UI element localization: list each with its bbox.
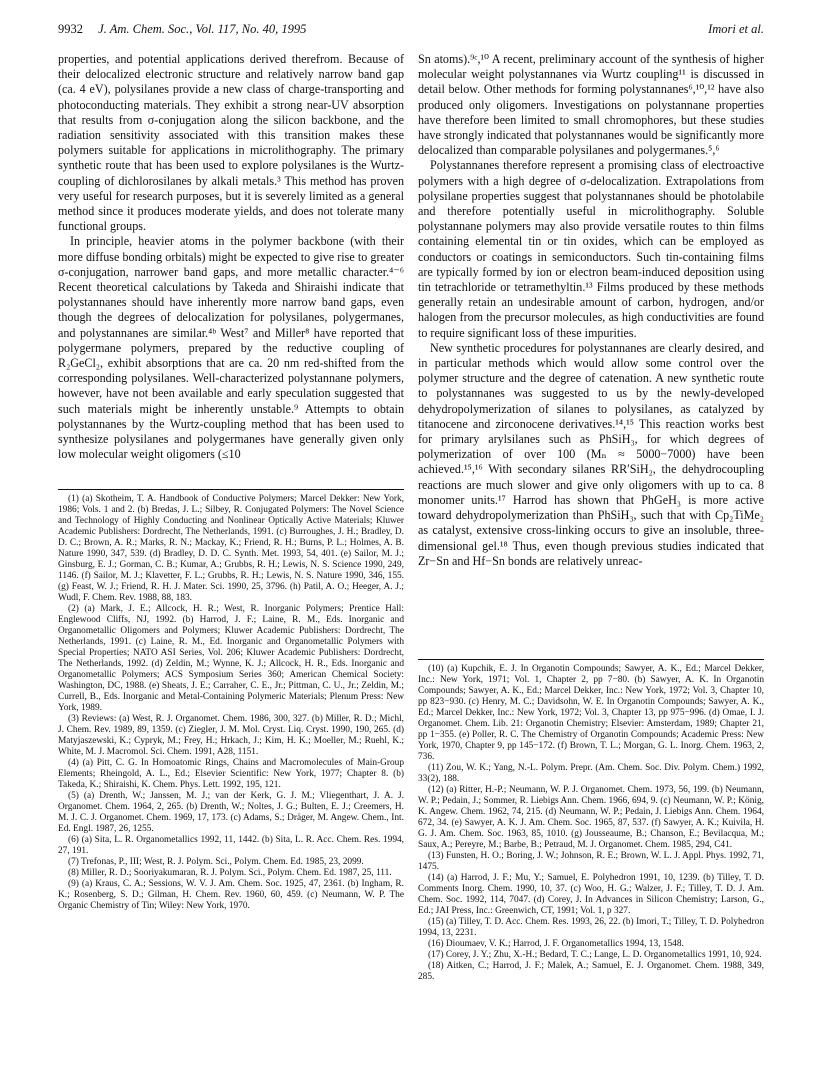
reference-entry: (5) (a) Drenth, W.; Janssen, M. J.; van der Kerk, G. J. M.; Vliegenthart, J. A. J. Organomet. Chem. 1964, 2, 265. (b) Drenth, W.; Noltes, J. G.; Bulten, E. J.; Creemers, H. M. J. C. J. Organomet. Chem. 1969, 17, 173. (c) Adams, S.; Dräger, M. Angew. Chem., Int. Ed. Engl. 1987, 26, 1255. (58, 791, 404, 834)
paragraph: In principle, heavier atoms in the polymer backbone (with their more diffuse bonding orbitals) might be expected to give rise to greater σ-conjugation, narrower band gaps, and more metallic character.⁴⁻⁶ Recent theoretical calculations by Takeda and Shiraishi indicate that polystannanes should have inherently more narrow band gaps, even though the degrees of delocalization for polysilanes, polygermanes, and polystannanes are similar.⁴ᵇ West⁷ and Miller⁸ have reported that polygermane polymers, prepared by the reductive coupling of R₂GeCl₂, exhibit absorptions that are ca. 20 nm red-shifted from the corresponding polysilanes. Well-characterized polystannane polymers, however, have not been available and early speculation suggested that such materials might be inherently unstable.⁹ Attempts to obtain polystannanes by the Wurtz-coupling method that has been used to synthesize polysilanes and polygermanes have generally given only low molecular weight oligomers (≤10 (58, 234, 404, 462)
reference-entry: (10) (a) Kupchik, E. J. In Organotin Compounds; Sawyer, A. K., Ed.; Marcel Dekker, Inc.: New York, 1971; Vol. 1, Chapter 2, pp 7−80. (b) Sawyer, A. K. In Organotin Compounds; Sawyer, A. K., Ed.; Marcel Dekker, Inc.: New York, 1972; Vol. 3, Chapter 10, pp 823−930. (c) Henry, M. C.; Davidsohn, W. E. In Organotin Compounds; Sawyer, A. K., Ed.; Marcel Dekker, Inc.: New York, 1972; Vol. 3, Chapter 13, pp 975−996. (d) Omae, I. J. Organomet. Chem. Lib. 21: Organotin Chemistry; Elsevier: Amsterdam, 1989; Chapter 21, pp 1−355. (e) Poller, R. C. The Chemistry of Organotin Compounds; Academic Press: New York, 1970, Chapter 9, pp 145−172. (f) Brown, T. L.; Morgan, G. L. Inorg. Chem. 1963, 2, 736. (418, 664, 764, 762)
footnote-divider (418, 659, 764, 660)
left-body-text (58, 52, 404, 485)
right-references (418, 664, 764, 1052)
reference-entry: (3) Reviews: (a) West, R. J. Organomet. Chem. 1986, 300, 327. (b) Miller, R. D.; Michl, J. Chem. Rev. 1989, 89, 1359. (c) Ziegler, J. M. Mol. Cryst. Liq. Cryst. 1990, 190, 265. (d) Matyjaszewski, K.; Cypryk, M.; Frey, H.; Hrkach, J.; Kim, H. K.; Moeller, M.; Ruehl, K.; White, M. J. Macromol. Sci. Chem. 1991, A28, 1151. (58, 714, 404, 757)
header-left (58, 22, 306, 37)
paragraph: New synthetic procedures for polystannanes are clearly desired, and in particular methods which would allow some control over the polymer structure and the degree of catenation. A new synthetic route to polystannanes was suggested to us by the newly-developed dehydropolymerization of silanes to polysilanes, as catalyzed by titanocene and zirconocene derivatives.¹⁴,¹⁵ This reaction works best for primary arylsilanes such as PhSiH₃, for which degrees of polymerization of over 100 (Mₙ ≈ 5000−7000) have been achieved.¹⁵,¹⁶ With secondary silanes RR′SiH₂, the dehydrocoupling reactions are much slower and give only oligomers with up to ca. 8 monomer units.¹⁷ Harrod has shown that PhGeH₃ is more active toward dehydropolymerization than PhSiH₃, such that with Cp₂TiMe₂ as catalyst, extensive cross-linking occurs to give an insoluble, three-dimensional gel.¹⁸ Thus, even though previous studies indicated that Zr−Sn and Hf−Sn bonds are relatively unreac- (418, 340, 764, 568)
left-column (58, 52, 404, 1042)
reference-entry: (11) Zou, W. K.; Yang, N.-L. Polym. Prepr. (Am. Chem. Soc. Div. Polym. Chem.) 1992, 33(2), 188. (418, 763, 764, 784)
reference-entry: (8) Miller, R. D.; Sooriyakumaran, R. J. Polym. Sci., Polym. Chem. Ed. 1987, 25, 111. (68, 868, 392, 878)
paragraph: Polystannanes therefore represent a promising class of electroactive polymers with a high degree of σ-delocalization. Extrapolations from polysilane properties suggest that polystannanes should be photolabile and therefore potentially useful in microlithography. Soluble polystannane polymers may also provide versatile routes to thin films containing elemental tin or tin oxides, which can be employed as conductors or coatings in semiconductors. Such tin-containing films are typically formed by ion or electron beam-induced deposition using tin tetrachloride or tetramethyltin.¹³ Films produced by these methods generally retain an undesirable amount of carbon, hydrogen, and/or halogen from the precursor molecules, as high conductivities are found to require significant loss of these impurities. (418, 158, 764, 340)
reference-entry: (2) (a) Mark, J. E.; Allcock, H. R.; West, R. Inorganic Polymers; Prentice Hall: Englewood Cliffs, NJ, 1992. (b) Harrod, J. F.; Laine, R. M., Eds. Inorganic and Organometallic Oligomers and Polymers; Kluwer Academic Publishers: Dordrecht, The Netherlands, 1991. (c) Laine, R. M., Ed. Inorganic and Organometallic Polymers with Special Properties; NATO ASI Series, Vol. 206; Kluwer Academic Publishers: Dordrecht, The Netherlands, 1992. (d) Zeldin, M.; Wynne, K. J.; Allcock, H. R., Eds. Inorganic and Organometallic Polymers; ACS Symposium Series 360; American Chemical Society: Washington, DC, 1988. (e) Sheats, J. E.; Carraher, C. E., Jr.; Pittman, C. U., Jr.; Zeldin, M.; Currell, B., Eds. Inorganic and Metal-Containing Polymeric Materials; Plenum Press: New York, 1989. (58, 604, 404, 713)
running-author: Imori et al. (708, 22, 764, 36)
reference-entry: (16) Dioumaev, V. K.; Harrod, J. F. Organometallics 1994, 13, 1548. (428, 939, 684, 949)
footnote-divider (58, 489, 404, 490)
page-number: 9932 (58, 22, 83, 36)
reference-entry: (14) (a) Harrod, J. F.; Mu, Y.; Samuel, E. Polyhedron 1991, 10, 1239. (b) Tilley, T. D. Comments Inorg. Chem. 1990, 10, 37. (c) Woo, H. G.; Walzer, J. F.; Tilley, T. D. J. Am. Chem. Soc. 1992, 114, 7047. (d) Corey, J. In Advances in Silicon Chemistry; Larson, G., Ed.; JAI Press, Inc.: Greenwich, CT, 1991; Vol. 1, p 327. (418, 873, 764, 916)
reference-entry: (9) (a) Kraus, C. A.; Sessions, W. V. J. Am. Chem. Soc. 1925, 47, 2361. (b) Ingham, R. K.; Rosenberg, S. D.; Gilman, H. Chem. Rev. 1960, 60, 459. (c) Neumann, W. P. The Organic Chemistry of Tin; Wiley: New York, 1970. (58, 879, 404, 911)
reference-entry: (6) (a) Sita, L. R. Organometallics 1992, 11, 1442. (b) Sita, L. R. Acc. Chem. Res. 1994, 27, 191. (58, 835, 404, 856)
reference-entry: (4) (a) Pitt, C. G. In Homoatomic Rings, Chains and Macromolecules of Main-Group Elements; Rheingold, A. L., Ed.; Elsevier Scientific: New York, 1977; Chapter 8. (b) Takeda, K.; Shiraishi, K. Chem. Phys. Lett. 1992, 195, 121. (58, 758, 404, 790)
reference-entry: (15) (a) Tilley, T. D. Acc. Chem. Res. 1993, 26, 22. (b) Imori, T.; Tilley, T. D. Polyhedron 1994, 13, 2231. (418, 917, 764, 938)
reference-entry: (18) Aitken, C.; Harrod, J. F.; Malek, A.; Samuel, E. J. Organomet. Chem. 1988, 349, 285. (418, 961, 764, 982)
reference-entry: (12) (a) Ritter, H.-P.; Neumann, W. P. J. Organomet. Chem. 1973, 56, 199. (b) Neumann, W. P.; Pedain, J.; Sommer, R. Liebigs Ann. Chem. 1966, 694, 9. (c) Neumann, W. P.; König, K. Angew. Chem. 1962, 74, 215. (d) Neumann, W. P.; Pedain, J. Liebigs Ann. Chem. 1964, 672, 34. (e) Sawyer, A. K. J. Am. Chem. Soc. 1965, 87, 537. (f) Sawyer, A. K.; Kuivila, H. G. J. Am. Chem. Soc. 1963, 85, 1010. (g) Jousseaume, B.; Chanson, E.; Bevilacqua, M.; Saux, A.; Pereyre, M.; Barbe, B.; Petraud, M. J. Organomet. Chem. 1985, 294, C41. (418, 785, 764, 850)
paragraph: Sn atoms).⁹ᶜ,¹⁰ A recent, preliminary account of the synthesis of higher molecular weight polystannanes via Wurtz coupling¹¹ is discussed in detail below. Other methods for forming polystannanes⁶,¹⁰,¹² have also produced only oligomers. Investigations on polystannane properties have therefore been limited to small chromophores, but these studies have strongly indicated that polystannanes would be significantly more delocalized than comparable polysilanes and polygermanes.⁵,⁶ (418, 52, 764, 158)
reference-entry: (1) (a) Skotheim, T. A. Handbook of Conductive Polymers; Marcel Dekker: New York, 1986; Vols. 1 and 2. (b) Bredas, J. L.; Silbey, R. Conjugated Polymers: The Novel Science and Technology of Highly Conducting and Nonlinear Optically Active Materials; Kluwer Academic Publishers: Dordrecht, The Netherlands, 1991. (c) Burroughes, J. H.; Bradley, D. D. C.; Brown, A. R.; Marks, R. N.; Mackay, K.; Friend, R. H.; Burns, P. L.; Holmes, A. B. Nature 1990, 347, 539. (d) Bradley, D. D. C. Synth. Met. 1993, 54, 401. (e) Sailor, M. J.; Ginsburg, E. J.; Gorman, C. B.; Kumar, A.; Grubbs, R. H.; Lewis, N. S. Science 1990, 249, 1146. (f) Sailor, M. J.; Klavetter, F. L.; Grubbs, R. H.; Lewis, N. S. Nature 1990, 346, 155. (g) Feast, W. J.; Friend, R. H. J. Mater. Sci. 1990, 25, 3796. (h) Patil, A. O.; Heeger, A. J.; Wudl, F. Chem. Rev. 1988, 88, 183. (58, 494, 404, 603)
paragraph: properties, and potential applications derived therefrom. Because of their delocalized electronic structure and relatively narrow band gap (ca. 4 eV), polysilanes provide a new class of charge-transporting and photoconducting materials. They exhibit a strong near-UV absorption that results from σ-conjugation along the silicon backbone, and the radiation sensitivity associated with this transition makes these polymers suitable for applications in microlithography. The primary synthetic route that has been used to explore polysilanes is the Wurtz-coupling of dichlorosilanes by alkali metals.³ This method has proven very useful for research purposes, but it is severely limited as a general method since it produces moderate yields, and does not tolerate many functional groups. (58, 52, 404, 234)
reference-entry: (13) Funsten, H. O.; Boring, J. W.; Johnson, R. E.; Brown, W. L. J. Appl. Phys. 1992, 71, 1475. (418, 851, 764, 872)
reference-entry: (17) Corey, J. Y.; Zhu, X.-H.; Bedard, T. C.; Lange, L. D. Organometallics 1991, 10, 924. (428, 950, 762, 960)
reference-entry: (7) Trefonas, P., III; West, R. J. Polym. Sci., Polym. Chem. Ed. 1985, 23, 2099. (68, 857, 364, 867)
right-body-text (418, 52, 764, 655)
left-references (58, 494, 404, 1042)
right-column (418, 52, 764, 1052)
journal-citation: J. Am. Chem. Soc., Vol. 117, No. 40, 1995 (98, 22, 307, 36)
page-header (58, 22, 764, 42)
